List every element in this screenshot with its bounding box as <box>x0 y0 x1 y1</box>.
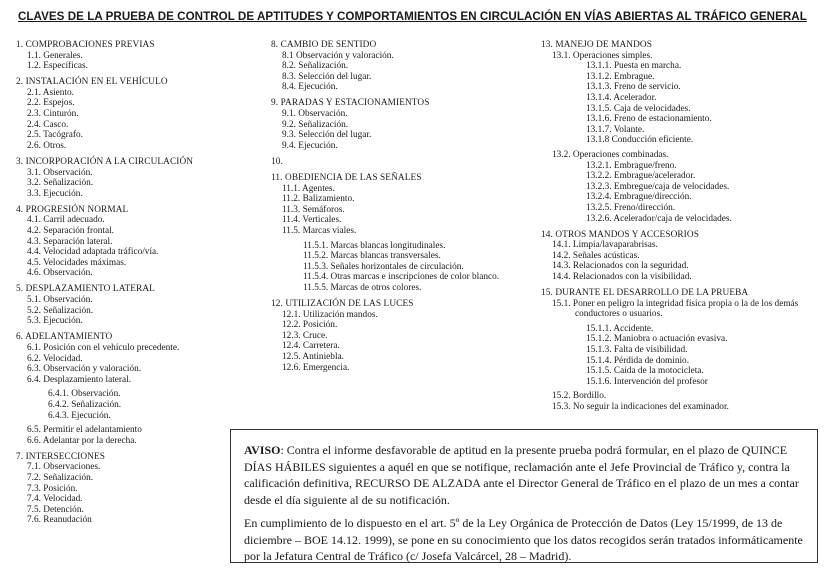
section <box>16 332 256 446</box>
list-item: 6.4. Desplazamiento lateral. <box>27 374 132 385</box>
list-item: 9.3. Selección del lugar. <box>282 130 372 141</box>
list-item: 14.3. Relacionados con la seguridad. <box>552 261 689 272</box>
notice-text: : Contra el informe desfavorable de aptitud en la presente prueba podrá formular, en el plazo de QUINCE DÍAS HÁBILES siguientes a aquél en que se notifique, reclamación ante el Jefe Provincial de Tráfico y, contra la calificación definitiva, RECURSO DE ALZADA ante el Director General de Tráfico en el plazo de un mes a contar desde el día siguiente al de su notificación. <box>244 443 799 507</box>
section <box>271 98 531 151</box>
list-item: 8.2. Señalización. <box>282 61 349 72</box>
notice-box <box>230 429 818 563</box>
sub-list-item: 15.1.5. Caída de la motocicleta. <box>586 366 704 377</box>
document-title: CLAVES DE LA PRUEBA DE CONTROL DE APTITUDES Y COMPORTAMIENTOS EN CIRCULACIÓN EN VÍAS ABIERTAS AL TRÁFICO GENERAL <box>18 10 807 23</box>
section <box>271 173 531 294</box>
sub-list-item: 13.2.3. Embregue/caja de velocidades. <box>586 181 730 192</box>
list-item: 14.1. Limpia/lavaparabrisas. <box>552 240 658 251</box>
notice-paragraph-1 <box>244 442 805 508</box>
list-item: 12.6. Emergencia. <box>282 362 350 373</box>
sub-list-item: 13.1.6. Freno de estacionamiento. <box>586 114 712 125</box>
list-item: 4.5. Velocidades máximas. <box>27 257 127 268</box>
list-item: 2.1. Asiento. <box>27 87 75 98</box>
section-heading: 6. ADELANTAMIENTO <box>16 332 113 343</box>
list-item: 11.2. Balizamiento. <box>282 194 355 205</box>
list-item: 12.1. Utilización mandos. <box>282 309 378 320</box>
section <box>271 40 531 93</box>
list-item: 5.2. Señalización. <box>27 305 94 316</box>
section-heading: 7. INTERSECCIONES <box>16 451 105 462</box>
list-item: 9.1. Observación. <box>282 109 348 120</box>
section-heading: 9. PARADAS Y ESTACIONAMIENTOS <box>271 98 430 109</box>
list-item: 6.1. Posición con el vehículo precedente. <box>27 342 180 353</box>
notice-paragraph-2: En cumplimiento de lo dispuesto en el art. 5º de la Ley Orgánica de Protección de Datos (Ley 15/1999, de 13 de diciembre – BOE 14.12. 1999), se pone en su conocimiento que los datos recogidos serán tratados informáticamente por la Jefatura Central de Tráfico (c/ Josefa Valcárcel, 28 – Madrid). <box>244 516 803 563</box>
section-heading: 8. CAMBIO DE SENTIDO <box>271 40 377 50</box>
list-item: 7.2. Señalización. <box>27 472 94 483</box>
section <box>16 284 256 326</box>
sub-list-item: 11.5.1. Marcas blancas longitudinales. <box>303 240 446 251</box>
sub-list-item: 15.1.6. Intervención del profesor <box>586 376 708 387</box>
list-item: 11.1. Agentes. <box>282 183 335 194</box>
sub-list-item: 15.1.1. Accidente. <box>586 323 654 334</box>
column-3 <box>541 40 829 418</box>
list-item: 2.5. Tacógrafo. <box>27 130 83 141</box>
list-item: 9.2. Señalización. <box>282 119 349 130</box>
column-2 <box>271 40 531 379</box>
sub-list-item: 6.4.1. Observación. <box>48 389 121 400</box>
list-item: 11.5. Marcas viales. <box>282 226 357 236</box>
section-heading: 11. OBEDIENCIA DE LAS SEÑALES <box>271 173 422 184</box>
section <box>16 77 256 151</box>
list-item: 4.3. Separación lateral. <box>27 236 113 247</box>
section-heading: 10. <box>271 156 283 167</box>
sub-list-item: 13.1.4. Acelerador. <box>586 92 657 103</box>
list-item: 7.4. Velocidad. <box>27 494 83 505</box>
section-heading: 13. MANEJO DE MANDOS <box>541 40 652 50</box>
sub-list-item: 11.5.4. Otras marcas e inscripciones de color blanco. <box>303 272 500 283</box>
list-item: 12.5. Antiniebla. <box>282 352 344 363</box>
sub-list-item: 13.2.1. Embrague/freno. <box>586 160 677 171</box>
list-item: 14.4. Relacionados con la visibilidad. <box>552 271 692 282</box>
list-item: 13.1. Operaciones simples. <box>552 50 653 61</box>
sub-list-item: 13.1.8 Conducción eficiente. <box>586 135 694 146</box>
section <box>16 452 256 526</box>
sub-list-item: 11.5.5. Marcas de otros colores. <box>303 282 422 293</box>
list-item: 4.2. Separación frontal. <box>27 226 114 236</box>
list-item: 12.2. Posición. <box>282 320 338 331</box>
sub-list-item: 13.2.5. Freno/dirección. <box>586 202 676 213</box>
sub-list-item: 15.1.4. Pérdida de dominio. <box>586 355 690 366</box>
sub-list-item: 11.5.2. Marcas blancas transversales. <box>303 251 441 262</box>
list-item: 12.4. Carretera. <box>282 341 340 352</box>
sub-list-item: 15.1.2. Maniobra o actuación evasiva. <box>586 334 728 345</box>
section <box>16 40 256 72</box>
list-item: 13.2. Operaciones combinadas. <box>552 149 669 160</box>
list-item: 3.1. Observación. <box>27 167 93 178</box>
sub-list-item: 6.4.3. Ejecución. <box>48 410 111 421</box>
list-item: 3.3. Ejecución. <box>27 188 83 199</box>
sub-list-item: 13.2.4. Embrague/dirección. <box>586 192 692 203</box>
list-item: 7.3. Posición. <box>27 483 78 494</box>
section <box>16 157 256 199</box>
list-item: 15.1. Poner en peligro la integridad física propia o la de los demás conductores o usuarios. <box>552 298 799 320</box>
list-item: 11.4. Verticales. <box>282 215 342 226</box>
sub-list-item: 11.5.3. Señales horizontales de circulación. <box>303 261 464 272</box>
section-heading: 12. UTILIZACIÓN DE LAS LUCES <box>271 299 414 310</box>
list-item: 4.6. Observación. <box>27 268 93 279</box>
sub-list-item: 13.2.6. Acelerador/caja de velocidades. <box>586 213 732 224</box>
list-item: 8.4. Ejecución. <box>282 82 338 93</box>
list-item: 11.3. Semáforos. <box>282 204 345 215</box>
column-1 <box>16 40 256 531</box>
list-item: 7.1. Observaciones. <box>27 462 101 473</box>
section <box>271 157 531 168</box>
list-item: 5.1. Observación. <box>27 295 93 306</box>
sub-list-item: 6.4.2. Señalización. <box>48 399 122 410</box>
list-item: 6.3. Observación y valoración. <box>27 364 142 375</box>
list-item: 1.2. Específicas. <box>27 61 88 72</box>
section <box>541 40 829 224</box>
section-heading: 4. PROGRESIÓN NORMAL <box>16 204 129 215</box>
list-item: 14.2. Señales acústicas. <box>552 250 640 261</box>
list-item: 9.4. Ejecución. <box>282 140 338 151</box>
list-item: 12.3. Cruce. <box>282 330 328 341</box>
sub-list-item: 13.1.7. Volante. <box>586 124 645 135</box>
list-item: 8.3. Selección del lugar. <box>282 71 372 82</box>
list-item: 7.5. Detención. <box>27 504 84 515</box>
section-heading: 1. COMPROBACIONES PREVIAS <box>16 40 155 50</box>
list-item: 8.1 Observación y valoración. <box>282 50 394 61</box>
list-item: 7.6. Reanudación <box>27 515 92 526</box>
list-item: 15.3. No seguir la indicaciones del examinador. <box>552 402 729 412</box>
section <box>16 205 256 279</box>
list-item: 2.3. Cinturón. <box>27 109 79 120</box>
list-item: 4.4. Velocidad adaptada tráfico/vía. <box>27 247 159 258</box>
list-item: 6.2. Velocidad. <box>27 353 83 364</box>
list-item: 6.6. Adelantar por la derecha. <box>27 435 137 446</box>
section-heading: 2. INSTALACIÓN EN EL VEHÍCULO <box>16 77 168 88</box>
notice-label: AVISO <box>244 443 281 457</box>
list-item: 2.2. Espejos. <box>27 98 75 109</box>
list-item: 6.5. Permitir el adelantamiento <box>27 425 142 436</box>
sub-list-item: 13.1.1. Puesta en marcha. <box>586 61 682 72</box>
sub-list-item: 15.1.3. Falta de visibilidad. <box>586 345 688 356</box>
list-item: 15.2. Bordillo. <box>552 391 607 402</box>
section <box>271 299 531 373</box>
section-heading: 3. INCORPORACIÓN A LA CIRCULACIÓN <box>16 156 194 167</box>
list-item: 2.6. Otros. <box>27 140 67 151</box>
section <box>541 288 829 413</box>
section <box>541 230 829 283</box>
list-item: 1.1. Generales. <box>27 50 83 61</box>
list-item: 2.4. Casco. <box>27 119 69 130</box>
list-item: 5.3. Ejecución. <box>27 316 83 327</box>
list-item: 3.2. Señalización. <box>27 178 94 189</box>
section-heading: 15. DURANTE EL DESARROLLO DE LA PRUEBA <box>541 288 749 299</box>
sub-list-item: 13.2.2. Embrague/acelerador. <box>586 171 696 182</box>
section-heading: 5. DESPLAZAMIENTO LATERAL <box>16 284 155 295</box>
sub-list-item: 13.1.2. Embrague. <box>586 71 655 82</box>
sub-list-item: 13.1.3. Freno de servicio. <box>586 82 681 93</box>
list-item: 4.1. Carril adecuado. <box>27 215 105 226</box>
section-heading: 14. OTROS MANDOS Y ACCESORIOS <box>541 229 699 240</box>
sub-list-item: 13.1.5. Caja de velocidades. <box>586 103 691 114</box>
